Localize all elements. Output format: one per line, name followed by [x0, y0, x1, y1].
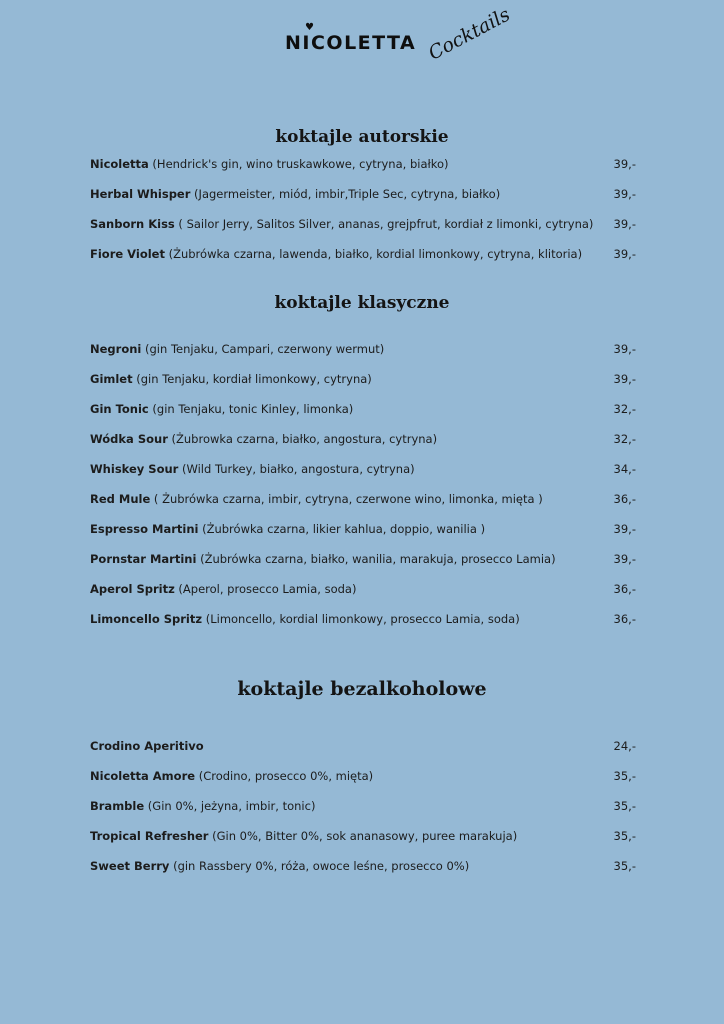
item-name: Sanborn Kiss — [90, 217, 175, 231]
item-desc: (Żubrówka czarna, białko, wanilia, marakuja, prosecco Lamia) — [196, 552, 556, 566]
logo-brand: NICOLETTA — [285, 32, 417, 54]
item-price: 39,- — [613, 187, 636, 201]
item-name: Sweet Berry — [90, 859, 170, 873]
logo-subtitle: Cocktails — [424, 3, 514, 65]
item-desc: (Jagermeister, miód, imbir,Triple Sec, cytryna, białko) — [190, 187, 501, 201]
item-price: 35,- — [613, 799, 636, 813]
item-name: Negroni — [90, 342, 142, 356]
menu-item — [90, 460, 636, 478]
item-price: 39,- — [613, 522, 636, 536]
item-desc: (Żubrówka czarna, likier kahlua, doppio, wanilia ) — [198, 522, 486, 536]
item-price: 35,- — [613, 769, 636, 783]
menu-item — [90, 737, 636, 755]
item-price: 34,- — [613, 462, 636, 476]
item-price: 39,- — [613, 217, 636, 231]
section-title-bezalkoholowe: koktajle bezalkoholowe — [237, 678, 487, 700]
item-price: 39,- — [613, 552, 636, 566]
item-name: Herbal Whisper — [90, 187, 191, 201]
item-desc: (Aperol, prosecco Lamia, soda) — [174, 582, 357, 596]
menu-item — [90, 767, 636, 785]
item-desc: ( Żubrówka czarna, imbir, cytryna, czerwone wino, limonka, mięta ) — [150, 492, 543, 506]
item-desc: ( Sailor Jerry, Salitos Silver, ananas, grejpfrut, kordiał z limonki, cytryna) — [174, 217, 594, 231]
item-name: Limoncello Spritz — [90, 612, 203, 626]
item-desc: (gin Tenjaku, tonic Kinley, limonka) — [148, 402, 354, 416]
item-name: Crodino Aperitivo — [90, 739, 204, 753]
item-name: Espresso Martini — [90, 522, 199, 536]
menu-item — [90, 370, 636, 388]
item-price: 36,- — [613, 612, 636, 626]
menu-item — [90, 580, 636, 598]
item-name: Fiore Violet — [90, 247, 165, 261]
section-title-klasyczne: koktajle klasyczne — [274, 293, 450, 313]
menu-item — [90, 490, 636, 508]
menu-item — [90, 520, 636, 538]
menu-item — [90, 827, 636, 845]
item-desc: (Żubrowka czarna, białko, angostura, cytryna) — [167, 432, 438, 446]
logo — [0, 0, 724, 110]
item-price: 35,- — [613, 859, 636, 873]
item-name: Tropical Refresher — [90, 829, 209, 843]
item-desc: (Gin 0%, jeżyna, imbir, tonic) — [144, 799, 316, 813]
item-price: 39,- — [613, 247, 636, 261]
item-price: 39,- — [613, 342, 636, 356]
item-price: 39,- — [613, 372, 636, 386]
section-title-autorskie: koktajle autorskie — [275, 127, 449, 147]
item-price: 39,- — [613, 157, 636, 171]
menu-item — [90, 430, 636, 448]
item-desc: (Crodino, prosecco 0%, mięta) — [195, 769, 374, 783]
item-name: Red Mule — [90, 492, 151, 506]
item-name: Nicoletta Amore — [90, 769, 196, 783]
item-desc: (gin Tenjaku, Campari, czerwony wermut) — [141, 342, 385, 356]
menu-item — [90, 550, 636, 568]
menu-item — [90, 185, 636, 203]
item-name: Nicoletta — [90, 157, 149, 171]
item-desc: (Limoncello, kordial limonkowy, prosecco Lamia, soda) — [202, 612, 520, 626]
item-name: Pornstar Martini — [90, 552, 197, 566]
item-price: 36,- — [613, 582, 636, 596]
item-price: 36,- — [613, 492, 636, 506]
item-price: 35,- — [613, 829, 636, 843]
menu-item — [90, 340, 636, 358]
menu-item — [90, 215, 636, 233]
menu-item — [90, 857, 636, 875]
menu-item — [90, 797, 636, 815]
item-price: 24,- — [613, 739, 636, 753]
menu-item — [90, 245, 636, 263]
item-desc: (Hendrick's gin, wino truskawkowe, cytryna, białko) — [148, 157, 449, 171]
item-price: 32,- — [613, 432, 636, 446]
item-name: Gimlet — [90, 372, 133, 386]
menu-item — [90, 155, 636, 173]
item-name: Wódka Sour — [90, 432, 168, 446]
menu-item — [90, 610, 636, 628]
item-desc: (gin Tenjaku, kordiał limonkowy, cytryna) — [132, 372, 372, 386]
item-desc: (Żubrówka czarna, lawenda, białko, kordial limonkowy, cytryna, klitoria) — [164, 247, 583, 261]
item-desc: (Wild Turkey, białko, angostura, cytryna) — [178, 462, 415, 476]
item-name: Gin Tonic — [90, 402, 149, 416]
item-price: 32,- — [613, 402, 636, 416]
item-name: Aperol Spritz — [90, 582, 175, 596]
item-name: Whiskey Sour — [90, 462, 179, 476]
item-desc: (gin Rassbery 0%, róża, owoce leśne, prosecco 0%) — [169, 859, 470, 873]
menu-item — [90, 400, 636, 418]
item-desc: (Gin 0%, Bitter 0%, sok ananasowy, puree marakuja) — [208, 829, 518, 843]
heart-icon: ♥ — [305, 22, 314, 33]
item-name: Bramble — [90, 799, 145, 813]
